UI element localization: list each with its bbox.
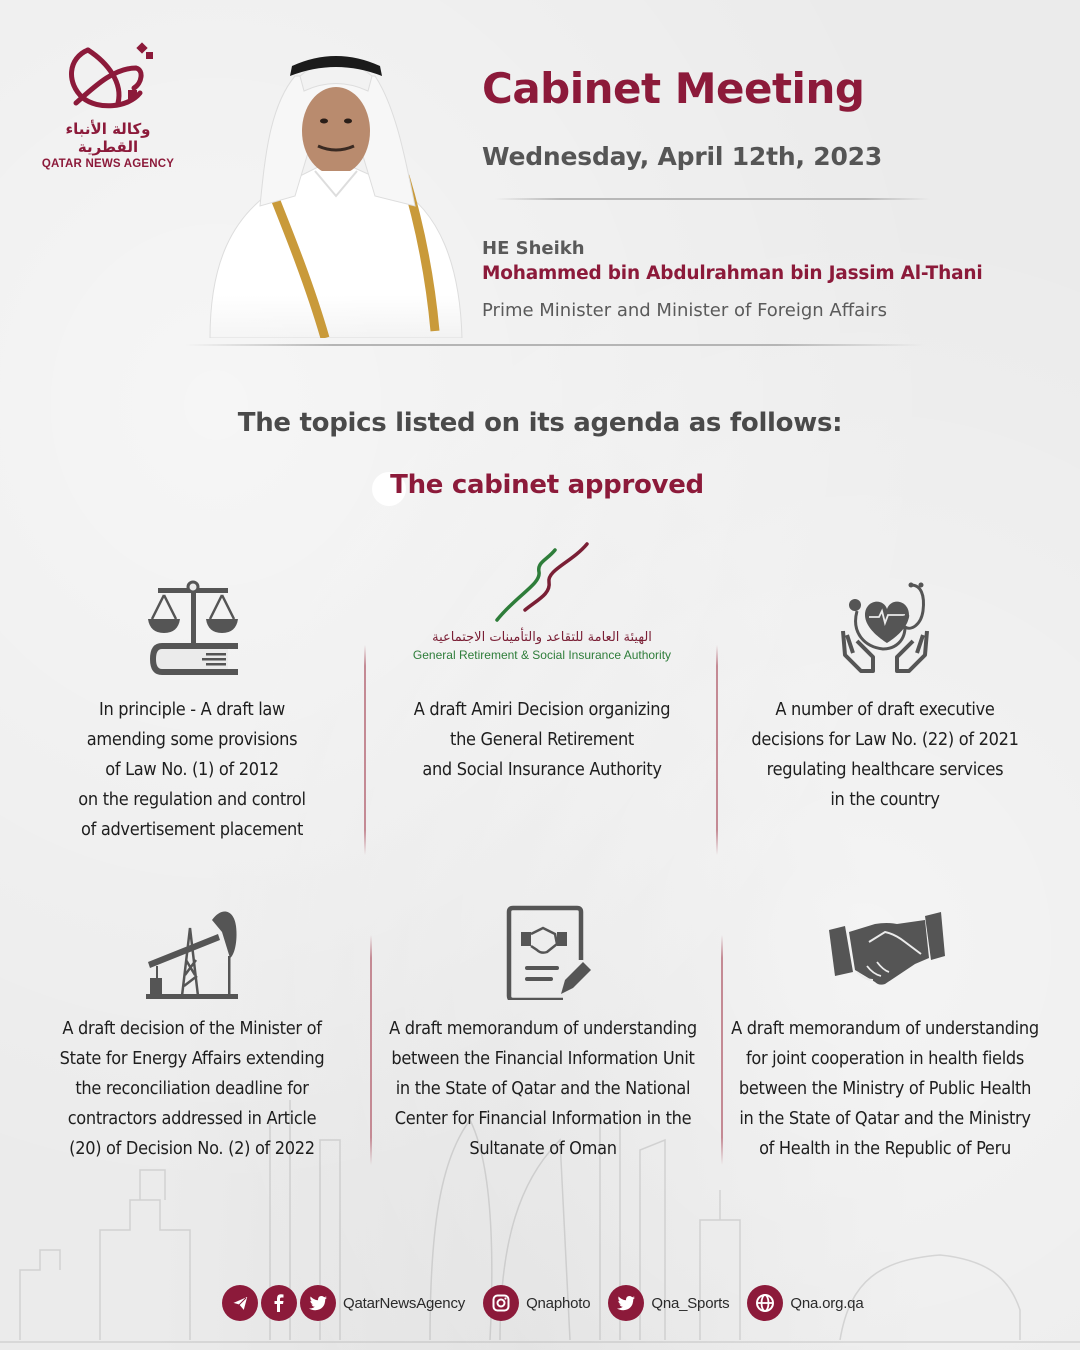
page-title: Cabinet Meeting bbox=[482, 64, 865, 113]
text-line: In principle - A draft law bbox=[99, 699, 285, 720]
title-divider bbox=[495, 198, 930, 200]
text-line: A draft decision of the Minister of bbox=[62, 1018, 322, 1039]
text-line: A draft memorandum of understanding bbox=[389, 1018, 697, 1039]
social-footer bbox=[222, 1284, 881, 1322]
text-line: and Social Insurance Authority bbox=[422, 759, 662, 780]
text-line: amending some provisions bbox=[86, 729, 298, 750]
hands-heart-stethoscope-icon bbox=[835, 575, 935, 675]
twitter-icon[interactable] bbox=[300, 1285, 336, 1321]
text-line: (20) of Decision No. (2) of 2022 bbox=[69, 1138, 315, 1159]
approved-heading bbox=[376, 470, 704, 500]
text-line: of advertisement placement bbox=[80, 819, 304, 840]
oil-pumpjack-icon bbox=[142, 900, 242, 1000]
agenda-item-grsia bbox=[372, 540, 712, 785]
column-divider bbox=[364, 645, 366, 855]
handle-website[interactable]: Qna.org.qa bbox=[790, 1294, 864, 1312]
agenda-item-text bbox=[372, 695, 712, 785]
text-line: A draft Amiri Decision organizing bbox=[413, 699, 671, 720]
globe-icon[interactable] bbox=[747, 1285, 783, 1321]
grsia-logo bbox=[372, 540, 712, 675]
text-line: of Law No. (1) of 2012 bbox=[105, 759, 279, 780]
text-line: for joint cooperation in health fields bbox=[745, 1048, 1025, 1069]
instagram-icon[interactable] bbox=[483, 1285, 519, 1321]
text-line: in the State of Qatar and the Ministry bbox=[739, 1108, 1031, 1129]
text-line: Sultanate of Oman bbox=[469, 1138, 617, 1159]
scales-of-justice-on-book-icon bbox=[142, 575, 242, 675]
text-line: contractors addressed in Article bbox=[67, 1108, 317, 1129]
text-line: in the State of Qatar and the National bbox=[395, 1078, 691, 1099]
text-line: A number of draft executive bbox=[775, 699, 995, 720]
agenda-heading: The topics listed on its agenda as follows: bbox=[237, 408, 843, 438]
approved-heading-text: The cabinet approved bbox=[390, 470, 704, 500]
agenda-item-advertisement-law bbox=[22, 565, 362, 845]
column-divider bbox=[370, 935, 372, 1165]
text-line: between the Ministry of Public Health bbox=[738, 1078, 1032, 1099]
meeting-date: Wednesday, April 12th, 2023 bbox=[482, 142, 883, 171]
agenda-item-healthcare-law bbox=[715, 565, 1055, 815]
text-line: of Health in the Republic of Peru bbox=[759, 1138, 1011, 1159]
text-line: between the Financial Information Unit bbox=[391, 1048, 695, 1069]
honorific: HE Sheikh bbox=[482, 238, 585, 259]
text-line: decisions for Law No. (22) of 2021 bbox=[751, 729, 1019, 750]
official-name: Mohammed bin Abdulrahman bin Jassim Al-Thani bbox=[482, 263, 983, 284]
agenda-item-energy-deadline bbox=[22, 890, 362, 1164]
text-line: State for Energy Affairs extending bbox=[59, 1048, 325, 1069]
text-line: the reconciliation deadline for bbox=[75, 1078, 309, 1099]
logo-arabic-name: وكالة الأنباء القطرية bbox=[65, 120, 151, 156]
agenda-item-text bbox=[22, 695, 362, 845]
logo-english-name: QATAR NEWS AGENCY bbox=[41, 158, 175, 170]
telegram-icon[interactable] bbox=[222, 1285, 258, 1321]
handle-qatarnewsagency[interactable]: QatarNewsAgency bbox=[343, 1294, 466, 1312]
text-line: in the country bbox=[830, 789, 940, 810]
handle-qnaphoto[interactable]: Qnaphoto bbox=[526, 1294, 591, 1312]
text-line: Center for Financial Information in the bbox=[394, 1108, 692, 1129]
text-line: the General Retirement bbox=[450, 729, 634, 750]
grsia-emblem-icon bbox=[477, 540, 607, 624]
qna-emblem-icon bbox=[58, 38, 158, 118]
twitter-icon[interactable] bbox=[608, 1285, 644, 1321]
grsia-arabic-name: الهيئة العامة للتقاعد والتأمينات الاجتماعية bbox=[432, 630, 652, 645]
agenda-item-text bbox=[715, 1014, 1055, 1164]
approved-heading-wrap bbox=[0, 470, 1080, 500]
facebook-icon[interactable] bbox=[261, 1285, 297, 1321]
agreement-document-icon bbox=[493, 900, 593, 1000]
agenda-item-text bbox=[373, 1014, 713, 1164]
header-divider bbox=[185, 344, 925, 346]
text-line: on the regulation and control bbox=[78, 789, 306, 810]
agenda-item-text bbox=[715, 695, 1055, 815]
handshake-icon bbox=[825, 910, 945, 990]
agenda-item-oman-mou bbox=[373, 890, 713, 1164]
text-line: A draft memorandum of understanding bbox=[731, 1018, 1039, 1039]
agenda-item-text bbox=[22, 1014, 362, 1164]
prime-minister-portrait bbox=[200, 46, 470, 338]
grsia-english-name: General Retirement & Social Insurance Authority bbox=[412, 648, 672, 662]
text-line: regulating healthcare services bbox=[766, 759, 1004, 780]
official-role: Prime Minister and Minister of Foreign Affairs bbox=[482, 300, 887, 321]
agenda-item-peru-mou bbox=[715, 890, 1055, 1164]
qna-logo bbox=[38, 38, 178, 170]
handle-qna-sports[interactable]: Qna_Sports bbox=[651, 1294, 730, 1312]
